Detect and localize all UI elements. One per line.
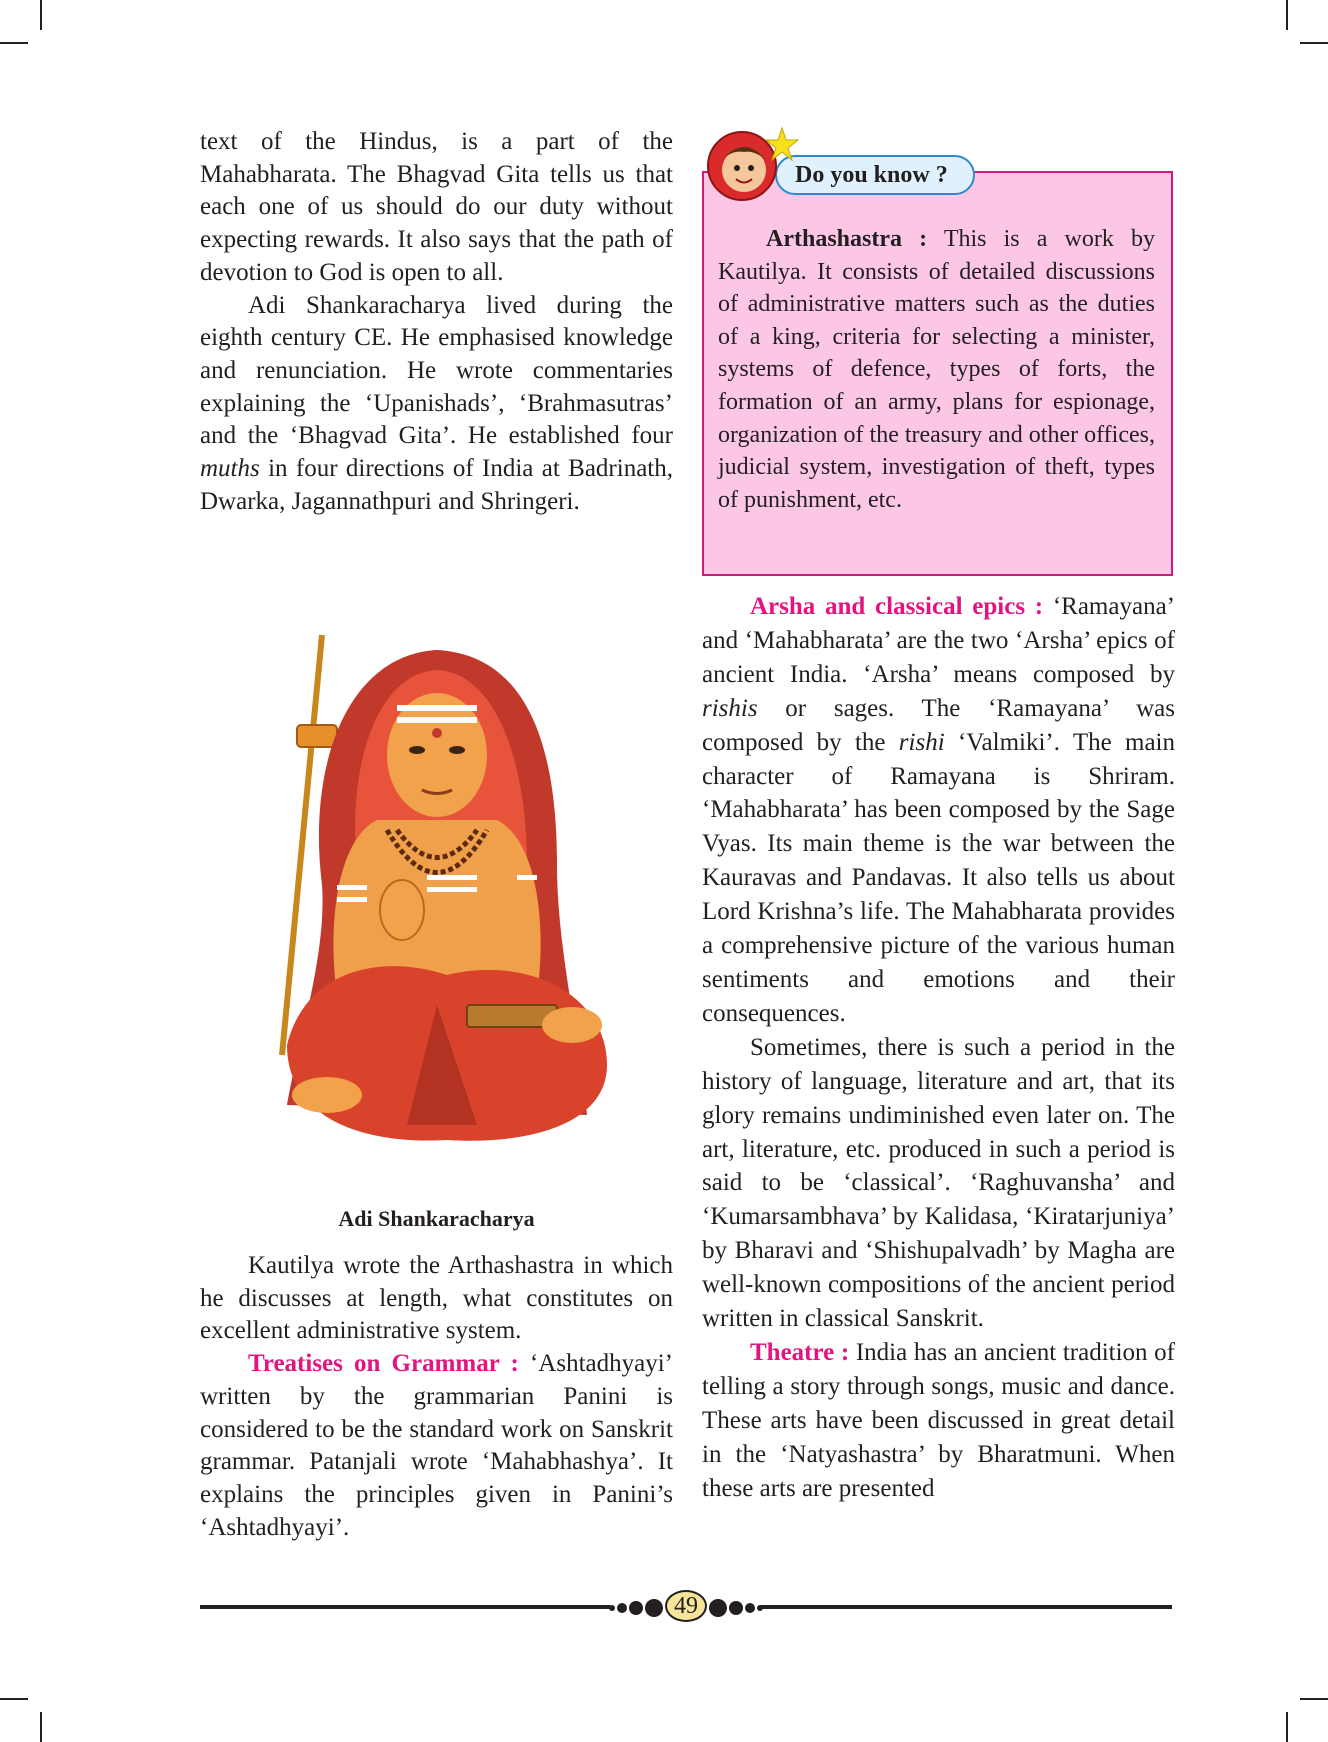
do-you-know-title: Do you know ? (775, 155, 975, 195)
italic-term: rishi (898, 728, 945, 756)
paragraph-classical: Sometimes, there is such a period in the history of language, literature and art, that its glory remains undiminished even later on. The art, literature, etc. produced in such a period is said to be ‘classical’. ‘Raghuvansha’ and ‘Kumarsambhava’ by Kalidasa, ‘Kiratarjuniya’ by Bharavi and ‘Shishupalvadh’ by Magha are well-known compositions of the ancient period written in classical Sanskrit. (702, 1033, 1175, 1333)
footer-rule-left (200, 1605, 610, 1609)
illustration-svg (227, 625, 647, 1185)
text-span: ‘Valmiki’. The main character of Ramayana is Shriram. ‘Mahabharata’ has been composed by the Sage Vyas. Its main theme is the war between the Kauravas and Pandavas. It also tells us about Lord Krishna’s life. The Mahabharata provides a comprehensive picture of the various human sentiments and emotions and their consequences. (702, 728, 1175, 1027)
text-span: India has an ancient tradition of telling a story through songs, music and dance. These arts have been discussed in great detail in the ‘Natyashastra’ by Bharatmuni. When these arts are presented (702, 1338, 1175, 1502)
crop-mark (0, 1698, 28, 1700)
text-span: in four directions of India at Badrinath, Dwarka, Jagannathpuri and Shringeri. (200, 455, 673, 515)
do-you-know-text (718, 223, 1155, 516)
left-column-top (200, 126, 673, 518)
text-span: This is a work by Kautilya. It consists of detailed discussions of administrative matters such as the duties of a king, criteria for selecting a minister, systems of defence, types of forts, the formation of an army, plans for espionage, organization of the treasury and other offices, judicial system, investigation of theft, types of punishment, etc. (718, 226, 1155, 513)
paragraph-adi-shankaracharya (200, 290, 673, 519)
adi-shankaracharya-illustration (200, 625, 673, 1215)
text-span: ‘Ashtadhyayi’ written by the grammarian Panini is considered to be the standard work on Sanskrit grammar. Patanjali wrote ‘Mahabhashya’. It explains the principles given in Panini’s ‘Ashtadhyayi’. (200, 1350, 674, 1541)
crop-mark (1286, 1712, 1288, 1742)
crop-mark (40, 0, 42, 30)
term-arthashastra: Arthashastra : (766, 226, 928, 252)
crop-mark (0, 42, 28, 44)
right-column (702, 590, 1175, 1505)
footer-rule-right (760, 1605, 1172, 1609)
heading-arsha-and-classical-epics: Arsha and classical epics : (750, 593, 1044, 620)
crop-mark (1300, 42, 1328, 44)
left-column-bottom (200, 1250, 673, 1544)
heading-treatises-on-grammar: Treatises on Grammar : (248, 1350, 519, 1378)
paragraph-epics (702, 590, 1175, 1031)
do-you-know-box (702, 171, 1173, 576)
crop-mark (40, 1712, 42, 1742)
paragraph-theatre (702, 1336, 1175, 1506)
paragraph-bhagvad-gita: text of the Hindus, is a part of the Mahabharata. The Bhagvad Gita tells us that each one of us should do our duty without expecting rewards. It also says that the path of devotion to God is open to all. (200, 128, 673, 286)
text-span: ‘Ramayana’ and ‘Mahabharata’ are the two ‘Arsha’ epics of ancient India. ‘Arsha’ means composed by (702, 593, 1175, 688)
page-number: 49 (665, 1590, 707, 1622)
text-span: Adi Shankaracharya lived during the eighth century CE. He emphasised knowledge and renunciation. He wrote commentaries explaining the ‘Upanishads’, ‘Brahmasutras’ and the ‘Bhagvad Gita’. He established four (200, 291, 673, 450)
paragraph-grammar (200, 1348, 673, 1544)
italic-term: muths (200, 455, 260, 483)
crop-mark (1300, 1698, 1328, 1700)
text-span: or sages. The ‘Ramayana’ was composed by the (702, 694, 1175, 756)
crop-mark (1286, 0, 1288, 30)
heading-theatre: Theatre : (750, 1338, 850, 1366)
paragraph-kautilya: Kautilya wrote the Arthashastra in which he discusses at length, what constitutes on excellent administrative system. (200, 1252, 673, 1345)
figure-caption: Adi Shankaracharya (338, 1206, 535, 1231)
boy-mascot-icon (704, 124, 799, 204)
italic-term: rishis (702, 694, 758, 722)
